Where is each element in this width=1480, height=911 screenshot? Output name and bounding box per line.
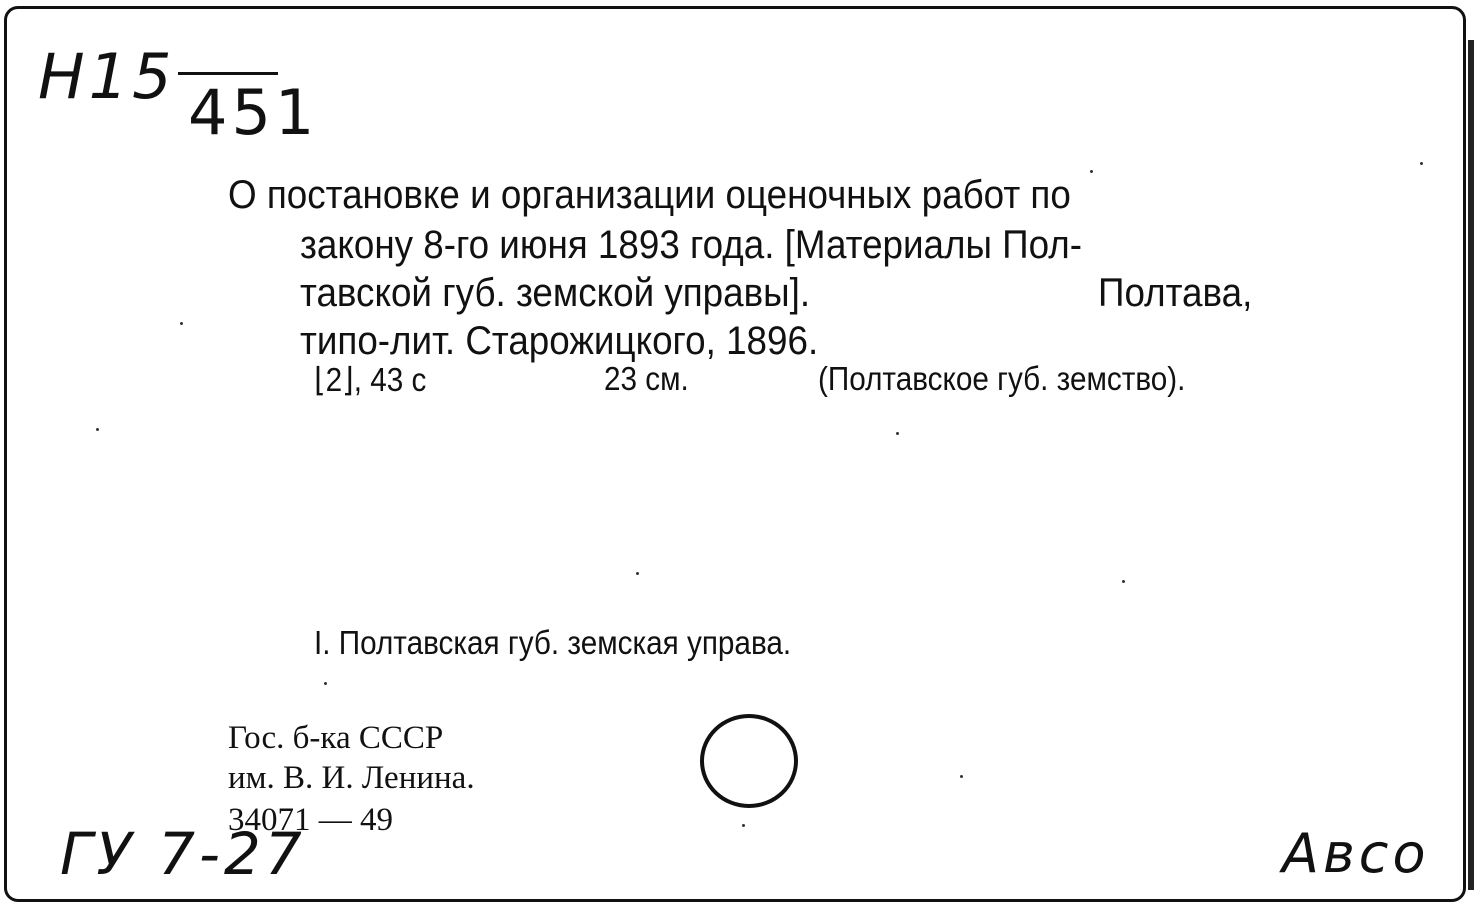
punch-hole-circle [700,714,798,808]
card-edge [1468,40,1474,890]
speck [1122,580,1125,583]
library-stamp-line-1: Гос. б-ка СССР [228,720,444,756]
speck [1090,170,1093,173]
title-line-1: О постановке и организации оценочных работ по [228,173,1071,217]
library-stamp-line-3: 34071 — 49 [228,802,393,838]
speck [1420,162,1423,165]
imprint-place: Полтава, [1098,271,1253,315]
subject-entry: I. Полтавская губ. земская управа. [314,624,792,661]
call-number-rule [178,72,278,75]
corner-mark: Авсо [1282,822,1430,885]
title-line-3: тавской губ. земской управы]. [300,271,811,315]
collation-pages: ⌊2⌋, 43 с [314,361,427,398]
speck [896,432,899,435]
speck [324,682,327,685]
call-number-top: Н15 [38,40,176,113]
speck [636,572,639,575]
series-note: (Полтавское губ. земство). [818,360,1186,397]
speck [742,824,745,827]
library-stamp-line-2: им. В. И. Ленина. [228,760,475,796]
speck [96,428,99,431]
imprint-publisher: типо-лит. Старожицкого, 1896. [300,319,819,363]
shelf-mark: ГУ 7-27 [60,820,306,888]
speck [180,322,183,325]
call-number-bottom: 451 [188,76,319,149]
collation-size: 23 см. [604,360,689,397]
title-line-2: закону 8-го июня 1893 года. [Материалы Пол- [300,223,1082,267]
speck [960,775,963,778]
